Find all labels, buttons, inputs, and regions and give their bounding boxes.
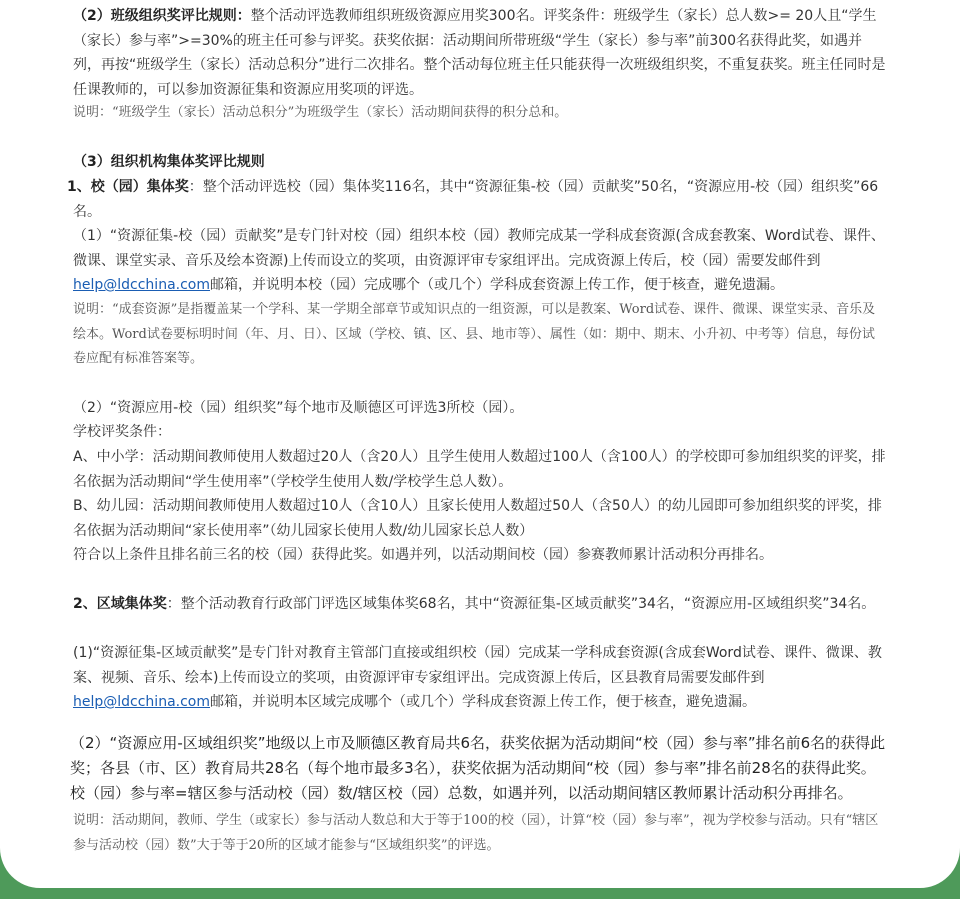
school-conditions-title: 学校评奖条件： — [73, 424, 171, 440]
email-link[interactable]: help@ldcchina.com — [73, 694, 210, 710]
region-organization-rule: （2）“资源应用-区域组织奖”地级以上市及顺德区教育局共6名，获奖依据为活动期间“校（园）参与率”排名前6名的获得此奖；各县（市、区）教育局共28名（每个地市最多3名），获奖依据为活动期间“校（园）参与率”排名前28名的获得此奖。校（园）参与率=辖区参与活动校（园）数/辖区校（园）总数，如遇并列，以活动期间辖区教师累计活动积分再排名。 — [70, 734, 886, 802]
conditions-conclusion: 符合以上条件且排名前三名的校（园）获得此奖。如遇并列，以活动期间校（园）参赛教师累计活动积分再排名。 — [73, 547, 773, 563]
class-award-text: 整个活动评选教师组织班级资源应用奖300名。评奖条件：班级学生（家长）总人数>= 20人且“学生（家长）参与率”>=30%的班主任可参与评奖。获奖依据：活动期间所带班级“学生（家长）参与率”前300名获得此奖，如遇并列，再按“班级学生（家长）活动总积分”进行二次排名。整个活动每位班主任只能获得一次班级组织奖，不重复获奖。班主任同时是任课教师的，可以参加资源征集和资源应用奖项的评选。 — [73, 8, 886, 98]
region-contribution-text-end: 邮箱，并说明本区域完成哪个（或几个）学科成套资源上传工作，便于核查，避免遗漏。 — [210, 694, 756, 710]
condition-kindergarten: B、幼儿园：活动期间教师使用人数超过10人（含10人）且家长使用人数超过50人（含50人）的幼儿园即可参加组织奖的评奖，排名依据为活动期间“家长使用率”（幼儿园家长使用人数/幼儿园家长总人数） — [73, 498, 882, 539]
school-organization-rule: （2）“资源应用-校（园）组织奖”每个地市及顺德区可评选3所校（园）。 — [73, 400, 524, 416]
region-award-intro — [73, 592, 899, 617]
school-contribution-rule — [73, 224, 895, 298]
region-award-text: ：整个活动教育行政部门评选区域集体奖68名，其中“资源征集-区域贡献奖”34名，“资源应用-区域组织奖”34名。 — [166, 596, 876, 612]
org-award-heading: （3）组织机构集体奖评比规则 — [73, 154, 265, 170]
school-contribution-text: （1）“资源征集-校（园）贡献奖”是专门针对校（园）组织本校（园）教师完成某一学科成套资源(含成套教案、Word试卷、课件、微课、课堂实录、音乐及绘本资源)上传而设立的奖项，由资源评审专家组评出。完成资源上传后，校（园）需要发邮件到 — [73, 228, 885, 269]
region-participation-note: 说明：活动期间，教师、学生（或家长）参与活动人数总和大于等于100的校（园），计算“校（园）参与率”，视为学校参与活动。只有“辖区参与活动校（园）数”大于等于20所的区域才能参与“区域组织奖”的评选。 — [73, 813, 879, 853]
school-award-intro — [67, 175, 893, 224]
region-award-title: 2、区域集体奖 — [73, 596, 167, 612]
school-contribution-text-end: 邮箱，并说明本校（园）完成哪个（或几个）学科成套资源上传工作，便于核查，避免遗漏。 — [210, 277, 784, 293]
email-link[interactable]: help@ldcchina.com — [73, 277, 210, 293]
school-award-text: ：整个活动评选校（园）集体奖116名，其中“资源征集-校（园）贡献奖”50名，“资源应用-校（园）组织奖”66名。 — [73, 179, 879, 220]
condition-primary-school: A、中小学：活动期间教师使用人数超过20人（含20人）且学生使用人数超过100人（含100人）的学校即可参加组织奖的评奖，排名依据为活动期间“学生使用率”（学校学生使用人数/学校学生总人数）。 — [73, 449, 886, 490]
complete-set-note: 说明：“成套资源”是指覆盖某一个学科、某一学期全部章节或知识点的一组资源，可以是教案、Word试卷、课件、微课、课堂实录、音乐及绘本。Word试卷要标明时间（年、月、日）、区域（学校、镇、区、县、地市等）、属性（如：期中、期末、小升初、中考等）信息，每份试卷应配有标准答案等。 — [73, 302, 876, 366]
region-contribution-text: (1)“资源征集-区域贡献奖”是专门针对教育主管部门直接或组织校（园）完成某一学科成套资源(含成套Word试卷、课件、微课、教案、视频、音乐、绘本)上传而设立的奖项，由资源评审专家组评出。完成资源上传后，区县教育局需要发邮件到 — [73, 645, 882, 686]
class-award-note: 说明：“班级学生（家长）活动总积分”为班级学生（家长）活动期间获得的积分总和。 — [73, 105, 568, 120]
region-contribution-rule — [73, 641, 889, 715]
class-award-rules — [73, 4, 889, 102]
school-award-title: 1、校（园）集体奖 — [67, 179, 189, 195]
class-award-heading: （2）班级组织奖评比规则： — [73, 8, 251, 24]
